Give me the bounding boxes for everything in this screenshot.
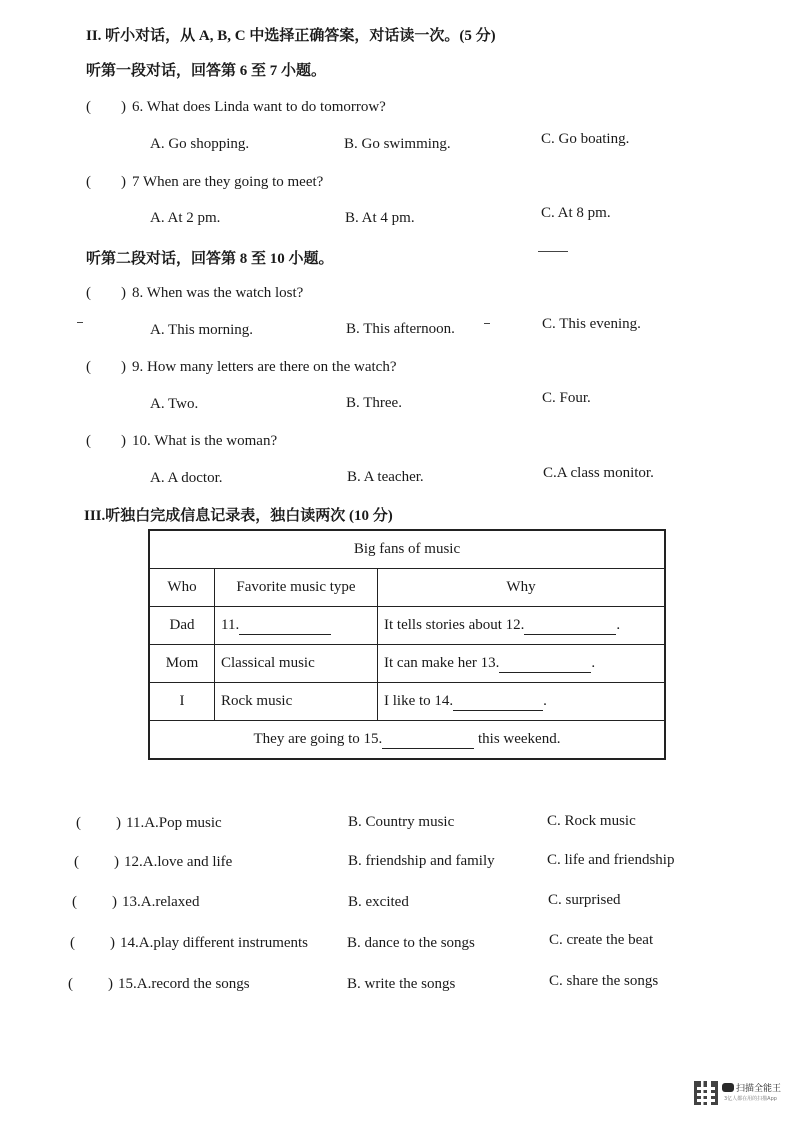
cell-type — [215, 607, 378, 645]
answer-paren-left[interactable]: ( — [86, 285, 91, 301]
question-stem: 13.A.relaxed — [122, 894, 200, 910]
option-b: B. dance to the songs — [347, 935, 475, 951]
answer-blank-14[interactable] — [453, 693, 543, 711]
answer-paren-left[interactable]: ( — [72, 894, 77, 910]
option-c: C. life and friendship — [547, 852, 675, 868]
watermark-sub: 3亿人都在用的扫描App — [724, 1096, 777, 1102]
answer-paren-left[interactable]: ( — [68, 976, 73, 992]
option-a: A. At 2 pm. — [150, 210, 221, 226]
answer-paren-right[interactable]: ) — [114, 854, 119, 870]
question-stem: 12.A.love and life — [124, 854, 233, 870]
cell-type: Rock music — [215, 683, 378, 721]
option-c: C. surprised — [548, 892, 621, 908]
option-b: B. A teacher. — [347, 469, 424, 485]
answer-paren-right[interactable]: ) — [108, 976, 113, 992]
why-text: It tells stories about 12. — [384, 616, 525, 633]
cell-why — [378, 683, 666, 721]
option-a: A. A doctor. — [150, 470, 223, 486]
scanner-logo-icon — [722, 1083, 734, 1092]
stray-mark — [484, 323, 490, 324]
stray-mark — [538, 251, 568, 252]
why-text: I like to 14. — [384, 692, 454, 709]
answer-paren-left[interactable]: ( — [70, 935, 75, 951]
option-b: B. This afternoon. — [346, 321, 455, 337]
cell-who: I — [149, 683, 215, 721]
answer-blank-11[interactable] — [239, 617, 331, 635]
option-b: B. Three. — [346, 395, 402, 411]
section-3-title: III.听独白完成信息记录表，独白读两次 (10 分) — [84, 508, 393, 524]
question-stem: 7 When are they going to meet? — [132, 174, 324, 190]
answer-paren-left[interactable]: ( — [74, 854, 79, 870]
option-c: C. This evening. — [542, 316, 641, 332]
section-2-part-1: 听第一段对话，回答第 6 至 7 小题。 — [86, 63, 327, 79]
answer-paren-left[interactable]: ( — [86, 99, 91, 115]
answer-blank-13[interactable] — [499, 655, 591, 673]
answer-paren-right[interactable]: ) — [121, 99, 126, 115]
cell-type: Classical music — [215, 645, 378, 683]
option-b: B. Country music — [348, 814, 455, 830]
why-end: . — [543, 692, 547, 709]
table-row — [149, 683, 665, 721]
option-c: C. Rock music — [547, 813, 636, 829]
qr-code-icon — [694, 1081, 718, 1105]
option-c: C. create the beat — [549, 932, 654, 948]
stray-mark — [77, 322, 83, 323]
scanner-watermark — [694, 1079, 784, 1109]
cell-who: Dad — [149, 607, 215, 645]
option-b: B. excited — [348, 894, 409, 910]
answer-paren-right[interactable]: ) — [121, 359, 126, 375]
answer-paren-right[interactable]: ) — [112, 894, 117, 910]
answer-paren-left[interactable]: ( — [76, 815, 81, 831]
question-stem: 6. What does Linda want to do tomorrow? — [132, 99, 386, 115]
table-row — [149, 645, 665, 683]
answer-paren-left[interactable]: ( — [86, 359, 91, 375]
why-end: . — [616, 616, 621, 633]
table-footer — [149, 721, 665, 760]
question-stem: 10. What is the woman? — [132, 433, 278, 449]
option-c: C. share the songs — [549, 973, 659, 989]
option-a: A. Two. — [150, 396, 199, 412]
info-record-table — [148, 529, 666, 760]
cell-who: Mom — [149, 645, 215, 683]
answer-paren-left[interactable]: ( — [86, 433, 91, 449]
answer-blank-12[interactable] — [524, 617, 616, 635]
option-b: B. Go swimming. — [344, 136, 451, 152]
question-stem: 9. How many letters are there on the watch? — [132, 359, 397, 375]
question-stem: 15.A.record the songs — [118, 976, 250, 992]
answer-paren-right[interactable]: ) — [121, 433, 126, 449]
cell-why — [378, 607, 666, 645]
table-header-type: Favorite music type — [215, 569, 378, 607]
option-a: A. This morning. — [150, 322, 254, 338]
answer-paren-right[interactable]: ) — [121, 174, 126, 190]
table-header-who: Who — [149, 569, 215, 607]
option-c: C.A class monitor. — [543, 465, 654, 481]
blank-label: 11. — [221, 616, 240, 633]
section-2-title: II. 听小对话，从 A, B, C 中选择正确答案，对话读一次。(5 分) — [86, 28, 496, 44]
footer-post: this weekend. — [474, 730, 561, 747]
watermark-name: 扫描全能王 — [736, 1084, 782, 1094]
cell-why — [378, 645, 666, 683]
option-c: C. Go boating. — [541, 131, 630, 147]
question-stem: 8. When was the watch lost? — [132, 285, 304, 301]
option-c: C. At 8 pm. — [541, 205, 611, 221]
option-b: B. write the songs — [347, 976, 456, 992]
answer-blank-15[interactable] — [382, 731, 474, 749]
table-row — [149, 607, 665, 645]
option-b: B. friendship and family — [348, 853, 495, 869]
why-end: . — [591, 654, 596, 671]
option-b: B. At 4 pm. — [345, 210, 415, 226]
option-c: C. Four. — [542, 390, 591, 406]
why-text: It can make her 13. — [384, 654, 500, 671]
answer-paren-right[interactable]: ) — [110, 935, 115, 951]
question-stem: 11.A.Pop music — [126, 815, 222, 831]
answer-paren-left[interactable]: ( — [86, 174, 91, 190]
table-caption: Big fans of music — [149, 530, 665, 569]
answer-paren-right[interactable]: ) — [121, 285, 126, 301]
section-2-part-2: 听第二段对话，回答第 8 至 10 小题。 — [86, 251, 334, 267]
option-a: A. Go shopping. — [150, 136, 250, 152]
footer-pre: They are going to 15. — [253, 730, 383, 747]
table-header-why: Why — [378, 569, 666, 607]
question-stem: 14.A.play different instruments — [120, 935, 309, 951]
answer-paren-right[interactable]: ) — [116, 815, 121, 831]
